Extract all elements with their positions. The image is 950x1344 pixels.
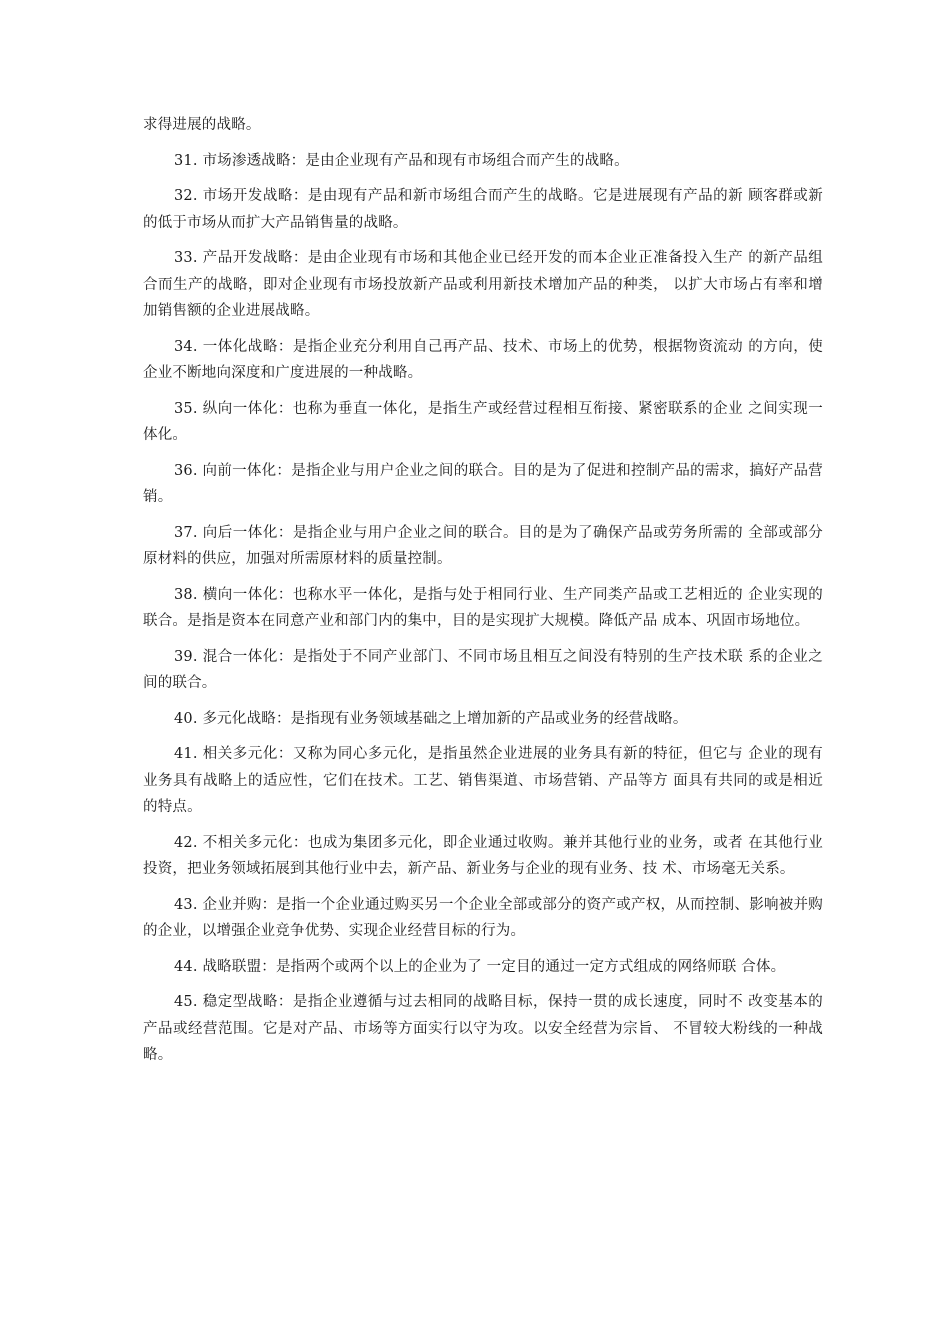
paragraph-39-mixed-integration: 39. 混合一体化：是指处于不同产业部门、不同市场且相互之间没有特别的生产技术联 系的企业之间的联合。 — [143, 648, 823, 691]
paragraph-43-mergers-acquisitions: 43. 企业并购：是指一个企业通过购买另一个企业全部或部分的资产或产权，从而控制、影响被并购的企业，以增强企业竞争优势、实现企业经营目标的行为。 — [143, 896, 823, 939]
paragraph-35-vertical-integration: 35. 纵向一体化：也称为垂直一体化，是指生产或经营过程相互衔接、紧密联系的企业 之间实现一体化。 — [143, 400, 823, 443]
paragraph-44-strategic-alliance: 44. 战略联盟：是指两个或两个以上的企业为了 一定目的通过一定方式组成的网络师联 合体。 — [174, 958, 786, 975]
paragraph-33-product-development: 33. 产品开发战略：是由企业现有市场和其他企业已经开发的而本企业正准备投入生产 的新产品组合而生产的战略，即对企业现有市场投放新产品或利用新技术增加产品的种类， 以扩大市场占有率和增加销售额的企业进展战略。 — [143, 250, 823, 319]
paragraph-36-forward-integration: 36. 向前一体化：是指企业与用户企业之间的联合。目的是为了促进和控制产品的需求，搞好产品营销。 — [143, 462, 823, 505]
paragraph-42-unrelated-diversification: 42. 不相关多元化：也成为集团多元化，即企业通过收购。兼并其他行业的业务，或者 在其他行业投资，把业务领域拓展到其他行业中去，新产品、新业务与企业的现有业务、技 术、市场毫无关系。 — [143, 834, 823, 877]
document-body — [143, 112, 823, 1078]
paragraph-37-backward-integration: 37. 向后一体化：是指企业与用户企业之间的联合。目的是为了确保产品或劳务所需的 全部或部分原材料的供应，加强对所需原材料的质量控制。 — [143, 524, 823, 567]
paragraph-32-market-development: 32. 市场开发战略：是由现有产品和新市场组合而产生的战略。它是进展现有产品的新 顾客群或新的低于市场从而扩大产品销售量的战略。 — [143, 188, 823, 231]
paragraph-34-integration-strategy: 34. 一体化战略：是指企业充分利用自己再产品、技术、市场上的优势，根据物资流动 的方向，使企业不断地向深度和广度进展的一种战略。 — [143, 338, 823, 381]
paragraph-38-horizontal-integration: 38. 横向一体化：也称水平一体化，是指与处于相同行业、生产同类产品或工艺相近的 企业实现的联合。是指是资本在同意产业和部门内的集中，目的是实现扩大规模。降低产品 成本、巩固市场地位。 — [143, 586, 823, 629]
paragraph-continuation: 求得进展的战略。 — [143, 117, 261, 133]
paragraph-31-market-penetration: 31. 市场渗透战略：是由企业现有产品和现有市场组合而产生的战略。 — [174, 152, 629, 169]
paragraph-45-stability-strategy: 45. 稳定型战略：是指企业遵循与过去相同的战略目标，保持一贯的成长速度，同时不 改变基本的产品或经营范围。它是对产品、市场等方面实行以守为攻。以安全经营为宗旨、 不冒较大粉线的一种战略。 — [143, 994, 823, 1063]
paragraph-40-diversification: 40. 多元化战略：是指现有业务领域基础之上增加新的产品或业务的经营战略。 — [174, 710, 688, 727]
paragraph-41-related-diversification: 41. 相关多元化：又称为同心多元化，是指虽然企业进展的业务具有新的特征，但它与 企业的现有业务具有战略上的适应性，它们在技术。工艺、销售渠道、市场营销、产品等方 面具有共同的或是相近的特点。 — [143, 746, 823, 815]
